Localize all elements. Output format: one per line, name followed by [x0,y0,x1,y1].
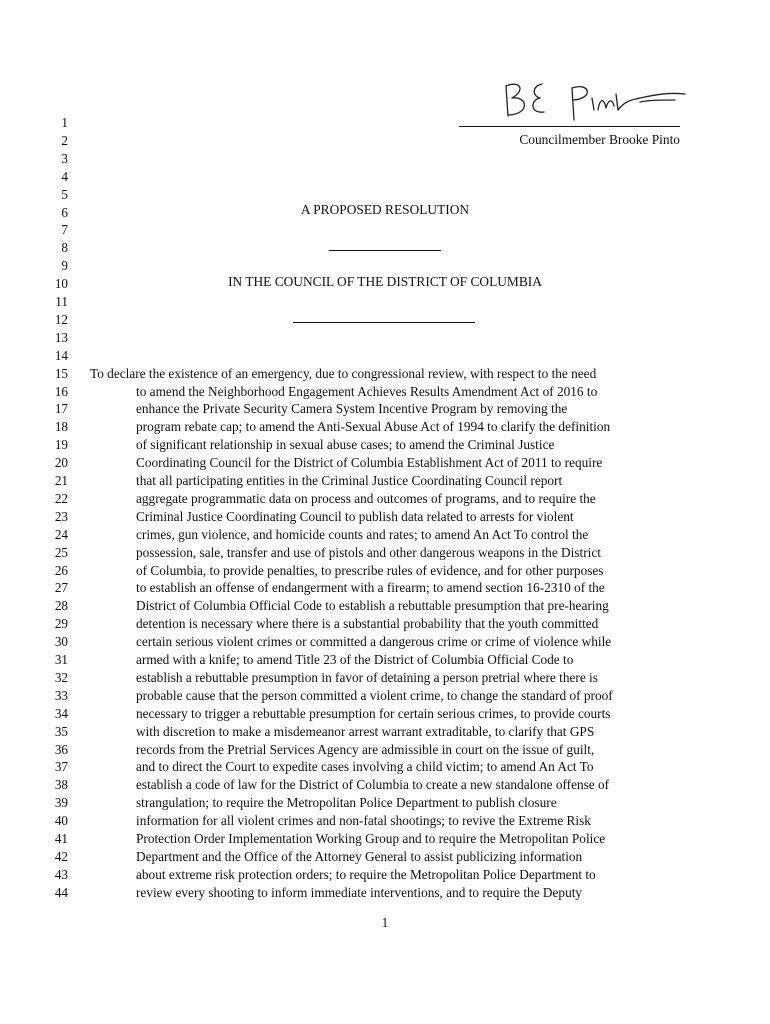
line-number: 30 [54,634,68,650]
line-number: 42 [54,848,68,864]
body-line: detention is necessary where there is a substantial probability that the youth committed [136,616,599,632]
line-number: 12 [54,311,68,327]
page-number: 1 [381,915,389,930]
line-number: 33 [54,687,68,703]
body-line: records from the Pretrial Services Agency are admissible in court on the issue of guilt, [136,741,595,757]
body-line: to amend the Neighborhood Engagement Achieves Results Amendment Act of 2016 to [136,383,598,399]
body-line: and to direct the Court to expedite cases involving a child victim; to amend An Act To [136,759,594,775]
line-number: 26 [54,562,68,578]
body-line: probable cause that the person committed a violent crime, to change the standard of proof [136,687,613,703]
line-number: 24 [54,526,68,542]
line-number: 7 [61,222,68,238]
line-number: 23 [54,508,68,524]
line-number: 34 [54,705,68,721]
body-line: of significant relationship in sexual abuse cases; to amend the Criminal Justice [136,437,555,453]
line-number: 22 [54,490,68,506]
line-number: 18 [54,419,68,435]
body-line: Department and the Office of the Attorney General to assist publicizing information [136,848,583,864]
line-number: 41 [54,831,68,846]
line-number: 15 [54,365,68,381]
line-number: 35 [54,723,68,739]
body-line: Coordinating Council for the District of Columbia Establishment Act of 2011 to require [136,455,603,471]
blank-line [293,322,475,323]
body-line: certain serious violent crimes or committed a dangerous crime or crime of violence while [136,634,612,650]
line-number: 13 [54,329,68,345]
line-number: 6 [61,204,68,220]
blank-line [329,250,441,251]
body-line: enhance the Private Security Camera System Incentive Program by removing the [136,401,568,417]
line-number: 16 [54,383,68,399]
line-number: 21 [54,473,68,488]
line-number: 20 [54,455,68,471]
body-line: to establish an offense of endangerment with a firearm; to amend section 16-2310 of the [136,580,605,596]
line-number: 44 [54,884,68,900]
body-line: with discretion to make a misdemeanor arrest warrant extraditable, to clarify that GPS [136,723,595,739]
line-number: 11 [55,294,68,309]
body-line: necessary to trigger a rebuttable presumption for certain serious crimes, to provide courts [136,705,611,721]
line-number: 8 [61,240,68,256]
body-line: To declare the existence of an emergency, due to congressional review, with respect to the need [90,365,597,381]
body-line: Criminal Justice Coordinating Council to publish data related to arrests for violent [136,508,574,524]
body-line: review every shooting to inform immediate interventions, and to require the Deputy [136,884,583,900]
line-number: 27 [54,580,68,596]
body-line: District of Columbia Official Code to establish a rebuttable presumption that pre-hearing [136,598,609,614]
line-number: 4 [61,168,68,184]
body-line: aggregate programmatic data on process and outcomes of programs, and to require the [136,490,596,506]
line-number: 28 [54,598,68,614]
body-line: crimes, gun violence, and homicide counts and rates; to amend An Act To control the [136,526,589,542]
line-number: 1 [61,115,68,130]
line-number: 31 [54,652,68,667]
line-number: 9 [61,258,68,274]
body-line: that all participating entities in the Criminal Justice Coordinating Council report [136,473,563,488]
body-line: about extreme risk protection orders; to require the Metropolitan Police Department to [136,866,596,882]
signature-image [500,76,690,124]
line-number: 36 [54,741,68,757]
line-number: 40 [54,813,68,829]
body-line: information for all violent crimes and non-fatal shootings; to revive the Extreme Risk [136,813,591,829]
line-number: 5 [61,186,68,202]
line-number: 32 [54,669,68,685]
body-line: program rebate cap; to amend the Anti-Sexual Abuse Act of 1994 to clarify the definition [136,419,611,435]
line-number: 38 [54,777,68,793]
line-number: 37 [54,759,68,775]
line-number: 29 [54,616,68,632]
sponsor-name: Councilmember Brooke Pinto [519,132,680,147]
line-number: 43 [54,866,68,882]
body-line: of Columbia, to provide penalties, to prescribe rules of evidence, and for other purposes [136,562,604,578]
body-line: armed with a knife; to amend Title 23 of the District of Columbia Official Code to [136,652,574,667]
body-line: strangulation; to require the Metropolitan Police Department to publish closure [136,795,557,811]
line-number: 14 [54,347,68,363]
line-number: 19 [54,437,68,453]
signature-line [459,126,680,127]
line-number: 2 [61,132,68,148]
line-number: 3 [61,150,68,166]
body-line: Protection Order Implementation Working Group and to require the Metropolitan Police [136,831,606,846]
body-line: establish a rebuttable presumption in favor of detaining a person pretrial where there is [136,669,598,685]
body-line: establish a code of law for the District of Columbia to create a new standalone offense of [136,777,610,793]
body-line: possession, sale, transfer and use of pistols and other dangerous weapons in the District [136,544,601,560]
line-number: 39 [54,795,68,811]
line-number: 10 [54,276,68,292]
line-number: 17 [54,401,68,417]
resolution-heading: A PROPOSED RESOLUTION [300,202,470,217]
council-heading: IN THE COUNCIL OF THE DISTRICT OF COLUMBIA [228,274,542,289]
line-number: 25 [54,544,68,560]
